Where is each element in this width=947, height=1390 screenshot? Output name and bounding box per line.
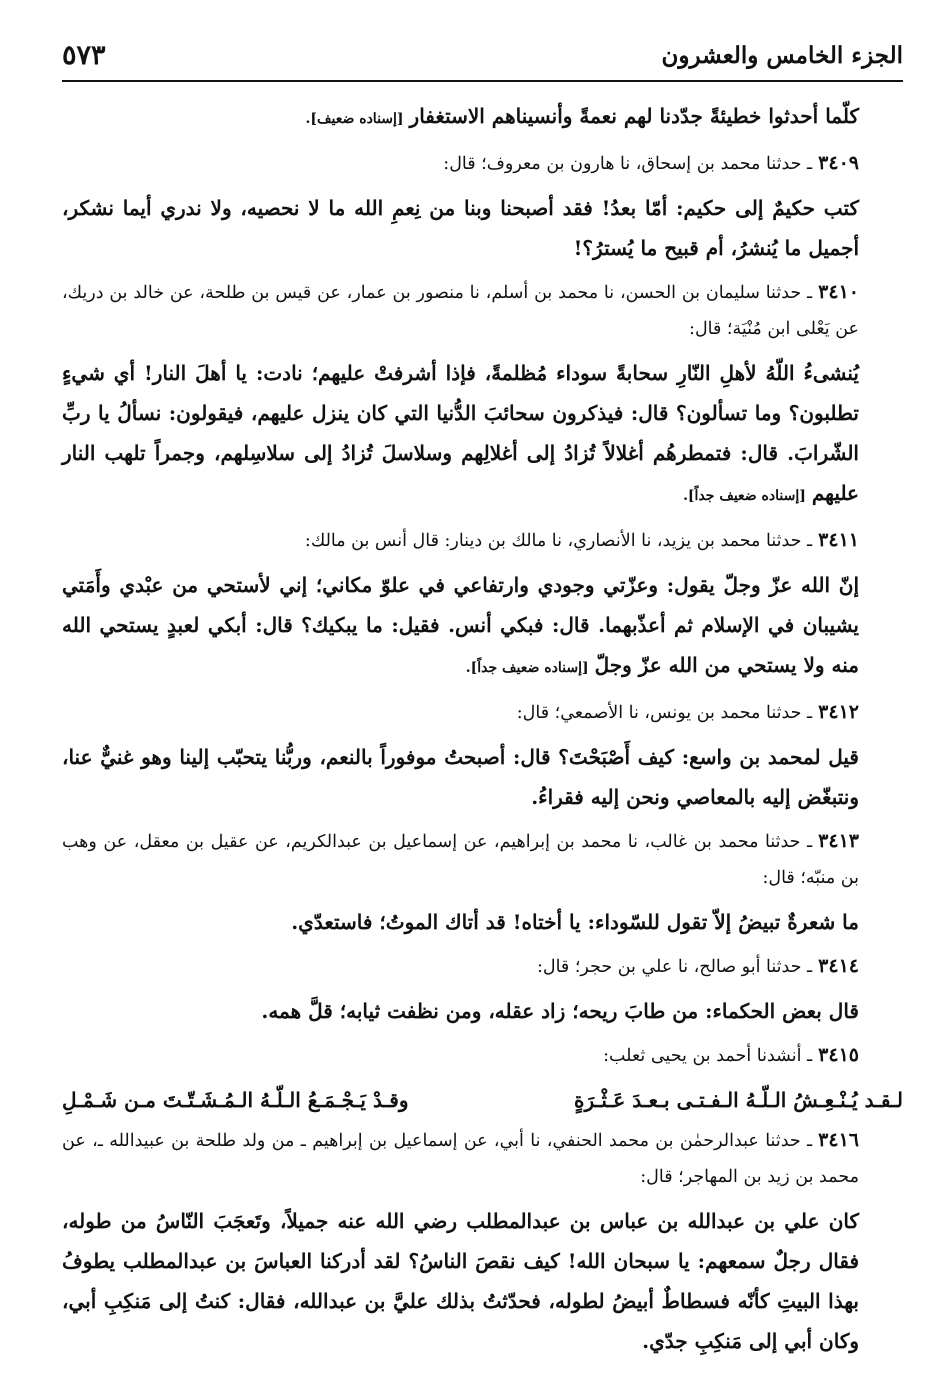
text-block-before-verse bbox=[62, 96, 903, 1074]
hadith-number: ٣٤٠٩ bbox=[818, 152, 859, 174]
paragraph-text: كان علي بن عبدالله بن عباس بن عبدالمطلب رضي الله عنه جميلاً، وتَعجَبَ النّاسُ من طوله، فقال رجلٌ سمعهم: يا سبحان الله! كيف نقصَ الناسُ؟ لقد أدركنا العباسَ بن عبدالمطلب يطوفُ بهذا البيتِ كأنّه فسطاطٌ أبيضُ لطوله، فحدّثتُ بذلك عليَّ بن عبدالله، فقال: كنتُ إلى مَنكِبِ أبي، وكان أبي إلى مَنكِبِ جدّي. bbox=[62, 1209, 860, 1353]
matn-paragraph bbox=[62, 565, 903, 688]
isnad-paragraph bbox=[62, 522, 903, 559]
paragraph-text: قال بعض الحكماء: من طابَ ريحه؛ زاد عقله، ومن نظفت ثيابه؛ قلَّ همه. bbox=[261, 999, 859, 1023]
isnad-grade: [إسناده ضعيف جداً]. bbox=[465, 660, 589, 676]
text-block-after-verse bbox=[62, 1122, 903, 1361]
page-number: ٥٧٣ bbox=[62, 39, 106, 71]
hadith-number: ٣٤١٢ bbox=[818, 701, 859, 723]
page-header bbox=[62, 30, 903, 82]
paragraph-text: يُنشىءُ اللّهُ لأهلِ النّارِ سحابةً سوداء مُظلمةً، فإذا أشرفتْ عليهم؛ نادت: يا أهلَ النار! أي شيءٍ تطلبون؟ وما تسألون؟ قال: فيذكرون سحائبَ الدُّنيا التي كان ينزل عليهم، فيقولون: نسألُ يا ربِّ الشّرابَ. قال: فتمطرهُم أغلالاً تُزادُ إلى أغلالِهم وسلاسلَ تُزادُ إلى سلاسِلهم، وجمراً تلهب النار عليهم bbox=[62, 361, 859, 505]
isnad-paragraph bbox=[62, 145, 903, 182]
hadith-number: ٣٤١٤ bbox=[818, 955, 859, 977]
paragraph-text: ـ أنشدنا أحمد بن يحيى ثعلب: bbox=[603, 1046, 813, 1066]
poetry-verse bbox=[62, 1080, 903, 1120]
paragraph-text: قيل لمحمد بن واسع: كيف أَصْبَحْتَ؟ قال: أصبحتُ موفوراً بالنعم، وربُّنا يتحبّب إلينا وهو غنيٌّ عنا، ونتبغّض إليه بالمعاصي ونحن إليه فقراءُ. bbox=[62, 745, 859, 809]
paragraph-text: ما شعرةٌ تبيضُ إلاّ تقول للسّوداء: يا أختاه! قد أتاك الموتُ؛ فاستعدّي. bbox=[291, 910, 859, 934]
isnad-paragraph bbox=[62, 694, 903, 731]
isnad-paragraph bbox=[62, 1037, 903, 1074]
isnad-grade: [إسناده ضعيف]. bbox=[305, 111, 404, 127]
running-title: الجزء الخامس والعشرون bbox=[661, 41, 903, 69]
paragraph-text: ـ حدثنا سليمان بن الحسن، نا محمد بن أسلم، نا منصور بن عمار، عن قيس بن طلحة، عن خالد بن دريك، عن يَعْلى ابن مُنْيَة؛ قال: bbox=[62, 283, 859, 339]
matn-paragraph bbox=[62, 902, 903, 942]
paragraph-text: إنّ الله عزّ وجلّ يقول: وعزّتي وجودي وارتفاعي في علوّ مكاني؛ إني لأستحي من عبْدي وأَمَتي يشيبان في الإسلام ثم أعذّبهما. قال: فبكي أنس. فقيل: ما يبكيك؟ قال: أبكي لعبدٍ يستحي الله منه ولا يستحي من الله عزّ وجلّ bbox=[62, 573, 859, 677]
isnad-paragraph bbox=[62, 948, 903, 985]
verse-second-hemistich: وقـدْ يَـجْـمَـعُ الـلّـهُ الـمُـشَـتّـتَ مـن شَـمْـلِ bbox=[62, 1088, 409, 1112]
hadith-number: ٣٤١١ bbox=[818, 529, 859, 551]
hadith-number: ٣٤١٣ bbox=[818, 830, 859, 852]
paragraph-text: كتب حكيمٌ إلى حكيم: أمّا بعدُ! فقد أصبحنا وبنا من نِعمِ الله ما لا نحصيه، ولا ندري أيما نشكر، أجميل ما يُنشرُ، أم قبيح ما يُسترُ؟! bbox=[62, 196, 859, 260]
hadith-number: ٣٤١٥ bbox=[818, 1044, 859, 1066]
paragraph-text: ـ حدثنا محمد بن يزيد، نا الأنصاري، نا مالك بن دينار: قال أنس بن مالك: bbox=[304, 531, 813, 551]
paragraph-text: ـ حدثنا أبو صالح، نا علي بن حجر؛ قال: bbox=[536, 957, 813, 977]
isnad-paragraph bbox=[62, 1122, 903, 1195]
hadith-number: ٣٤١٠ bbox=[818, 281, 859, 303]
isnad-paragraph bbox=[62, 274, 903, 347]
verse-first-hemistich: لـقـد يُـنْـعِـشُ الـلّـهُ الـفـتـى بـعـدَ عَـثْـرَةٍ bbox=[574, 1088, 903, 1112]
paragraph-text: كلّما أحدثوا خطيئةً جدّدنا لهم نعمةً وأنسيناهم الاستغفار bbox=[409, 104, 859, 128]
isnad-grade: [إسناده ضعيف جداً]. bbox=[683, 488, 806, 504]
paragraph-text: ـ حدثنا محمد بن إسحاق، نا هارون بن معروف؛ قال: bbox=[443, 154, 813, 174]
paragraph-text: ـ حدثنا عبدالرحمٰن بن محمد الحنفي، نا أبي، عن إسماعيل بن إبراهيم ـ من ولد طلحة بن عبيدالله ـ، عن محمد بن زيد بن المهاجر؛ قال: bbox=[62, 1131, 859, 1187]
paragraph-text: ـ حدثنا محمد بن يونس، نا الأصمعي؛ قال: bbox=[516, 703, 813, 723]
matn-paragraph bbox=[62, 96, 903, 139]
matn-paragraph bbox=[62, 991, 903, 1031]
isnad-paragraph bbox=[62, 823, 903, 896]
hadith-number: ٣٤١٦ bbox=[818, 1129, 859, 1151]
paragraph-text: ـ حدثنا محمد بن غالب، نا محمد بن إبراهيم، عن إسماعيل بن عبدالكريم، عن عقيل بن معقل، عن وهب بن منبّه؛ قال: bbox=[62, 832, 859, 888]
matn-paragraph bbox=[62, 188, 903, 268]
matn-paragraph bbox=[62, 1201, 903, 1361]
matn-paragraph bbox=[62, 737, 903, 817]
matn-paragraph bbox=[62, 353, 903, 516]
page-body bbox=[62, 96, 903, 1367]
